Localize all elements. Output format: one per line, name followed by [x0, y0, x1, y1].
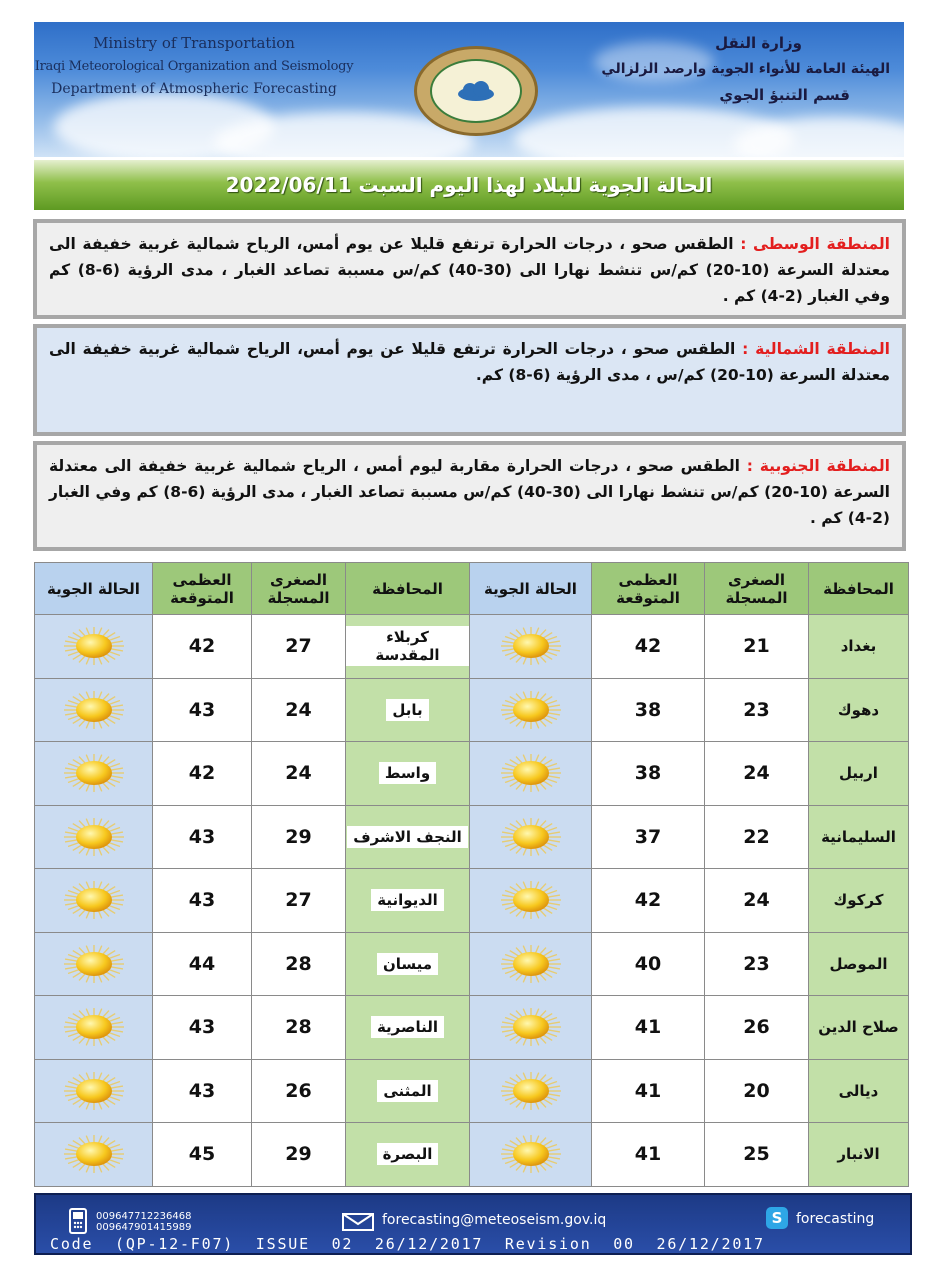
min-temp-cell: 27 — [252, 869, 346, 933]
skype-handle[interactable]: forecasting — [796, 1211, 875, 1227]
mail-icon — [342, 1213, 374, 1231]
header-min: الصغرى المسجلة — [252, 563, 346, 615]
governorate-cell — [346, 615, 470, 679]
region-text: الطقس صحو ، درجات الحرارة مقاربة ليوم أمس ، الرياح شمالية غربية خفيفة الى معتدلة السرعة (10-20) كم/س تنشط نهارا الى (30-40) كم/س مسببة تصاعد الغبار ، مدى الرؤية (6-8) كم وفي الغبار (2-4) كم . — [49, 457, 890, 527]
min-temp-cell: 24 — [252, 678, 346, 742]
min-temp-cell: 23 — [705, 678, 809, 742]
governorate-label: المثنى — [377, 1080, 437, 1102]
sun-icon — [499, 1071, 563, 1111]
governorate-cell — [346, 742, 470, 806]
min-temp-cell: 29 — [252, 1123, 346, 1187]
ministry-name-en: Ministry of Transportation — [93, 34, 295, 52]
header-max: العظمى المتوقعة — [592, 563, 705, 615]
max-temp-cell: 37 — [592, 805, 705, 869]
max-temp-cell: 43 — [153, 805, 252, 869]
document-code-line: Code (QP-12-F07) ISSUE 02 26/12/2017 Revision 00 26/12/2017 — [50, 1235, 765, 1253]
condition-cell — [35, 1123, 153, 1187]
max-temp-cell: 43 — [153, 678, 252, 742]
phone-number: 009647901415989 — [96, 1222, 192, 1233]
min-temp-cell: 20 — [705, 1059, 809, 1123]
governorate-cell — [346, 869, 470, 933]
max-temp-cell: 41 — [592, 996, 705, 1060]
min-temp-cell: 26 — [705, 996, 809, 1060]
min-temp-cell: 28 — [252, 932, 346, 996]
table-row — [35, 615, 909, 679]
min-temp-cell: 24 — [705, 869, 809, 933]
organization-name-ar: الهيئة العامة للأنواء الجوية وارصد الزلزالي — [601, 61, 890, 77]
condition-cell — [470, 996, 592, 1060]
temperature-table — [34, 562, 909, 1187]
organization-logo — [414, 46, 538, 136]
phone-icon — [68, 1207, 88, 1235]
sun-icon — [499, 944, 563, 984]
contact-email[interactable]: forecasting@meteoseism.gov.iq — [382, 1212, 607, 1228]
min-temp-cell: 21 — [705, 615, 809, 679]
condition-cell — [470, 1059, 592, 1123]
header-governorate: المحافظة — [809, 563, 909, 615]
skype-icon: S — [766, 1207, 788, 1229]
max-temp-cell: 38 — [592, 678, 705, 742]
sun-icon — [62, 753, 126, 793]
condition-cell — [35, 678, 153, 742]
condition-cell — [470, 742, 592, 806]
sun-icon — [62, 817, 126, 857]
max-temp-cell: 41 — [592, 1123, 705, 1187]
condition-cell — [35, 615, 153, 679]
header-min: الصغرى المسجلة — [705, 563, 809, 615]
region-name: المنطقة الشمالية : — [742, 340, 890, 358]
governorate-cell: الانبار — [809, 1123, 909, 1187]
governorate-cell: الموصل — [809, 932, 909, 996]
table-row — [35, 869, 909, 933]
max-temp-cell: 42 — [592, 869, 705, 933]
header-governorate: المحافظة — [346, 563, 470, 615]
governorate-cell: دهوك — [809, 678, 909, 742]
condition-cell — [470, 869, 592, 933]
sun-icon — [499, 817, 563, 857]
table-row — [35, 932, 909, 996]
governorate-cell: ديالى — [809, 1059, 909, 1123]
table-row — [35, 742, 909, 806]
ministry-name-ar: وزارة النقل — [715, 34, 802, 52]
sun-icon — [499, 626, 563, 666]
governorate-cell: السليمانية — [809, 805, 909, 869]
governorate-label: واسط — [379, 762, 436, 784]
english-header — [34, 32, 354, 101]
condition-cell — [35, 932, 153, 996]
region-southern — [33, 441, 906, 551]
region-text: الطقس صحو ، درجات الحرارة ترتفع قليلا عن يوم أمس، الرياح شمالية غربية خفيفة الى معتدلة السرعة (10-20) كم/س ، مدى الرؤية (6-8) كم. — [49, 340, 890, 384]
table-row — [35, 1059, 909, 1123]
sun-icon — [62, 880, 126, 920]
department-name-en: Department of Atmospheric Forecasting — [51, 81, 337, 97]
header-banner — [34, 22, 904, 157]
sun-icon — [62, 690, 126, 730]
governorate-cell: بغداد — [809, 615, 909, 679]
max-temp-cell: 44 — [153, 932, 252, 996]
governorate-cell: كركوك — [809, 869, 909, 933]
governorate-label: النجف الاشرف — [347, 826, 468, 848]
department-name-ar: قسم التنبؤ الجوي — [719, 86, 850, 104]
table-row — [35, 678, 909, 742]
min-temp-cell: 29 — [252, 805, 346, 869]
header-condition: الحالة الجوية — [35, 563, 153, 615]
max-temp-cell: 43 — [153, 869, 252, 933]
region-name: المنطقة الوسطى : — [740, 235, 890, 253]
governorate-cell — [346, 1059, 470, 1123]
condition-cell — [35, 742, 153, 806]
max-temp-cell: 43 — [153, 1059, 252, 1123]
condition-cell — [470, 678, 592, 742]
max-temp-cell: 43 — [153, 996, 252, 1060]
min-temp-cell: 24 — [252, 742, 346, 806]
max-temp-cell: 38 — [592, 742, 705, 806]
governorate-cell — [346, 996, 470, 1060]
min-temp-cell: 26 — [252, 1059, 346, 1123]
sun-icon — [499, 753, 563, 793]
min-temp-cell: 25 — [705, 1123, 809, 1187]
governorate-label: البصرة — [377, 1143, 439, 1165]
sun-icon — [499, 880, 563, 920]
governorate-cell — [346, 1123, 470, 1187]
max-temp-cell: 42 — [153, 742, 252, 806]
governorate-label: الناصرية — [371, 1016, 444, 1038]
table-header-row — [35, 563, 909, 615]
max-temp-cell: 42 — [153, 615, 252, 679]
governorate-cell — [346, 678, 470, 742]
condition-cell — [35, 805, 153, 869]
report-title: الحالة الجوية للبلاد لهذا اليوم السبت 2022/06/11 — [225, 173, 713, 197]
condition-cell — [35, 996, 153, 1060]
phone-number: 009647712236468 — [96, 1211, 192, 1222]
report-title-bar — [34, 160, 904, 210]
max-temp-cell: 42 — [592, 615, 705, 679]
cloud-emblem-icon — [454, 80, 498, 102]
header-max: العظمى المتوقعة — [153, 563, 252, 615]
sun-icon — [62, 1071, 126, 1111]
min-temp-cell: 22 — [705, 805, 809, 869]
governorate-cell — [346, 805, 470, 869]
table-row — [35, 996, 909, 1060]
sun-icon — [499, 1007, 563, 1047]
sun-icon — [62, 944, 126, 984]
phone-numbers — [96, 1211, 191, 1233]
table-row — [35, 805, 909, 869]
min-temp-cell: 28 — [252, 996, 346, 1060]
footer-bar — [34, 1193, 912, 1255]
max-temp-cell: 40 — [592, 932, 705, 996]
condition-cell — [470, 1123, 592, 1187]
header-condition: الحالة الجوية — [470, 563, 592, 615]
condition-cell — [470, 615, 592, 679]
sun-icon — [62, 1134, 126, 1174]
sun-icon — [499, 690, 563, 730]
table-row — [35, 1123, 909, 1187]
arabic-header — [590, 30, 890, 108]
governorate-label: بابل — [386, 699, 428, 721]
sun-icon — [62, 1007, 126, 1047]
condition-cell — [470, 932, 592, 996]
region-text: الطقس صحو ، درجات الحرارة ترتفع قليلا عن يوم أمس، الرياح شمالية غربية خفيفة الى معتدلة السرعة (10-20) كم/س تنشط نهارا الى (30-40) كم/س مسببة تصاعد الغبار ، مدى الرؤية (6-8) كم وفي الغبار (2-4) كم . — [49, 235, 891, 305]
condition-cell — [35, 1059, 153, 1123]
region-central — [33, 219, 906, 319]
sun-icon — [62, 626, 126, 666]
max-temp-cell: 45 — [153, 1123, 252, 1187]
governorate-cell — [346, 932, 470, 996]
governorate-cell: اربيل — [809, 742, 909, 806]
max-temp-cell: 41 — [592, 1059, 705, 1123]
governorate-label: الديوانية — [371, 889, 443, 911]
min-temp-cell: 23 — [705, 932, 809, 996]
condition-cell — [470, 805, 592, 869]
region-name: المنطقة الجنوبية : — [746, 457, 890, 475]
condition-cell — [35, 869, 153, 933]
governorate-cell: صلاح الدين — [809, 996, 909, 1060]
organization-name-en: Iraqi Meteorological Organization and Seismology — [34, 59, 354, 74]
min-temp-cell: 24 — [705, 742, 809, 806]
min-temp-cell: 27 — [252, 615, 346, 679]
sun-icon — [499, 1134, 563, 1174]
region-northern — [33, 324, 906, 436]
governorate-label: ميسان — [377, 953, 438, 975]
governorate-label: كربلاء المقدسة — [346, 626, 469, 666]
